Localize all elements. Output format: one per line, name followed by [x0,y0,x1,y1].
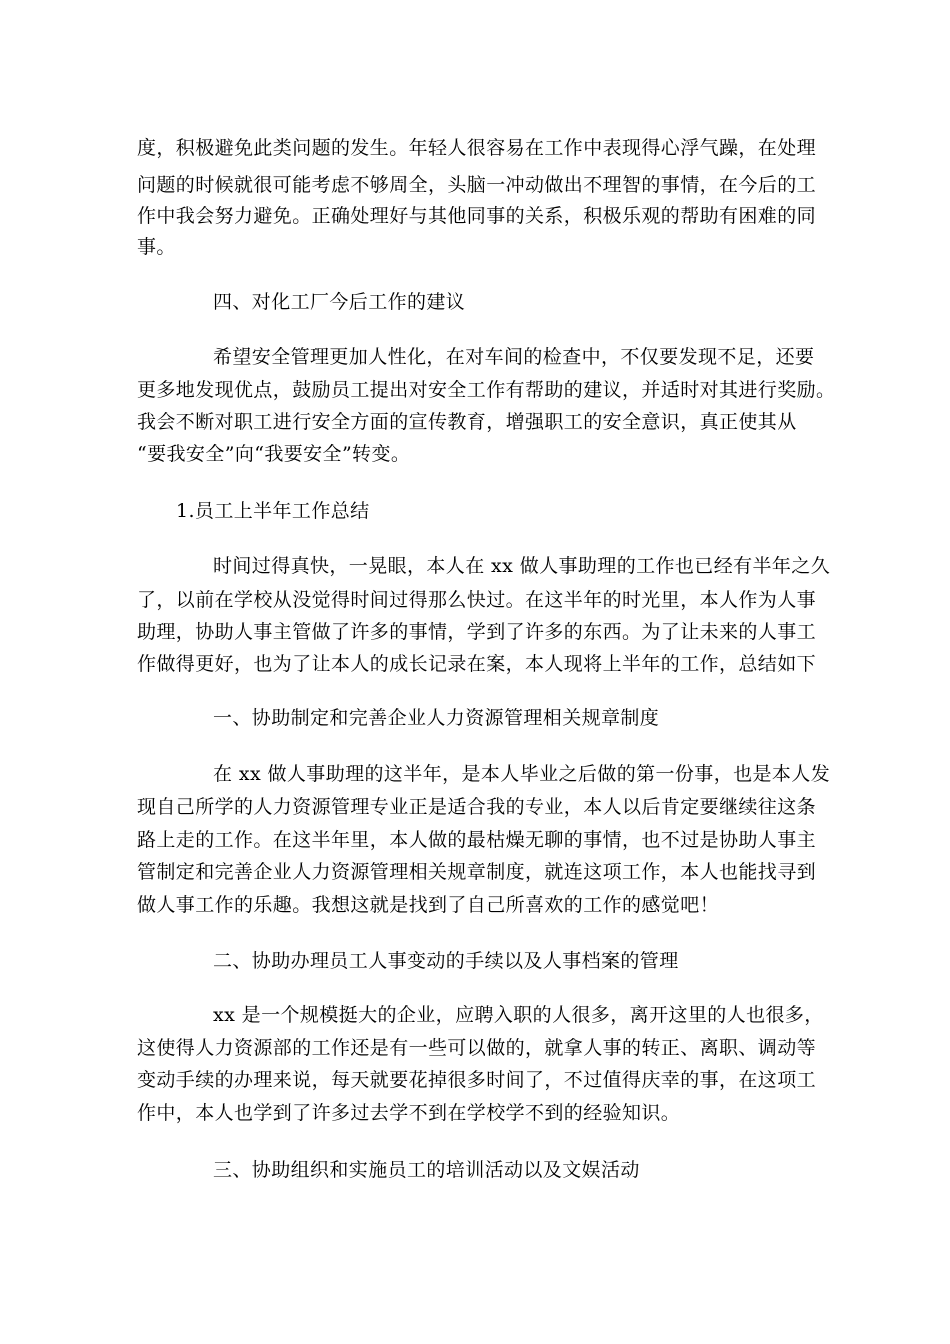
paragraph-line: 作中，本人也学到了许多过去学不到在学校学不到的经验知识。 [137,1102,681,1124]
paragraph-line: 管制定和完善企业人力资源管理相关规章制度，就连这项工作，本人也能找寻到 [137,861,817,883]
paragraph-line: 作中我会努力避免。正确处理好与其他同事的关系，积极乐观的帮助有困难的同 [137,205,817,227]
paragraph-line: 现自己所学的人力资源管理专业正是适合我的专业，本人以后肯定要继续往这条 [137,796,817,818]
section-heading-3: 三、协助组织和实施员工的培训活动以及文娱活动 [213,1159,640,1181]
paragraph-line: 度，积极避免此类问题的发生。年轻人很容易在工作中表现得心浮气躁，在处理 [137,137,817,159]
section-heading-1: 一、协助制定和完善企业人力资源管理相关规章制度 [213,707,660,729]
paragraph-line: 作做得更好，也为了让本人的成长记录在案，本人现将上半年的工作，总结如下 [137,653,817,675]
paragraph-line: xx 是一个规模挺大的企业，应聘入职的人很多，离开这里的人也很多， [213,1004,824,1026]
paragraph-line: 希望安全管理更加人性化，在对车间的检查中，不仅要发现不足，还要 [213,346,815,368]
paragraph-line: 了，以前在学校从没觉得时间过得那么快过。在这半年的时光里，本人作为人事 [137,589,817,611]
paragraph-line: 这使得人力资源部的工作还是有一些可以做的，就拿人事的转正、离职、调动等 [137,1037,817,1059]
paragraph-line: “要我安全”向“我要安全”转变。 [137,443,411,465]
paragraph-line: 在 xx 做人事助理的这半年，是本人毕业之后做的第一份事，也是本人发 [213,763,831,785]
section-heading-4: 四、对化工厂今后工作的建议 [213,291,466,313]
paragraph-line: 路上走的工作。在这半年里，本人做的最枯燥无聊的事情，也不过是协助人事主 [137,829,817,851]
paragraph-line: 变动手续的办理来说，每天就要花掉很多时间了，不过值得庆幸的事，在这项工 [137,1069,817,1091]
paragraph-line: 助理，协助人事主管做了许多的事情，学到了许多的东西。为了让未来的人事工 [137,621,817,643]
paragraph-line: 我会不断对职工进行安全方面的宣传教育，增强职工的安全意识，真正使其从 [137,411,797,433]
paragraph-line: 时间过得真快，一晃眼，本人在 xx 做人事助理的工作也已经有半年之久 [213,555,831,577]
paragraph-line: 更多地发现优点，鼓励员工提出对安全工作有帮助的建议，并适时对其进行奖励。 [137,379,836,401]
paragraph-line: 做人事工作的乐趣。我想这就是找到了自己所喜欢的工作的感觉吧！ [137,894,720,916]
section-title: 1.员工上半年工作总结 [176,500,370,522]
paragraph-line: 事。 [137,236,176,258]
paragraph-line: 问题的时候就很可能考虑不够周全，头脑一冲动做出不理智的事情，在今后的工 [137,174,817,196]
section-heading-2: 二、协助办理员工人事变动的手续以及人事档案的管理 [213,950,679,972]
